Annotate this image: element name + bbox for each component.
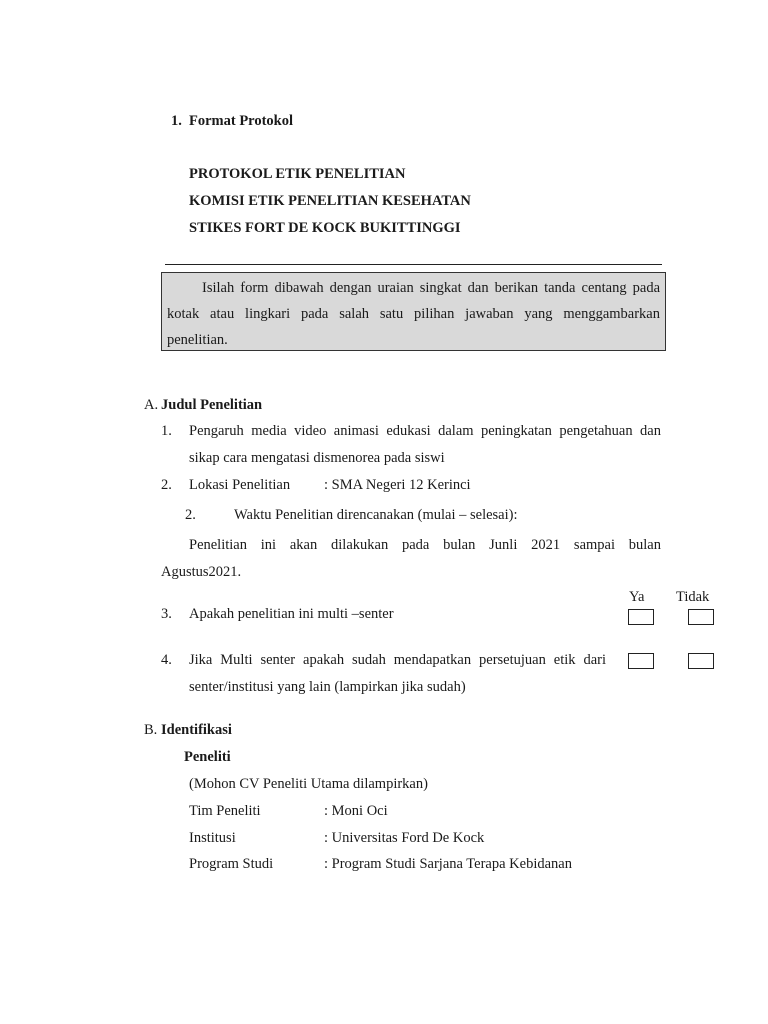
time-text-line1: Penelitian ini akan dilakukan pada bulan Junli 2021 sampai bulan: [189, 537, 661, 553]
item1-line2: sikap cara mengatasi dismenorea pada siswi: [189, 450, 445, 466]
protocol-title-line3: STIKES FORT DE KOCK BUKITTINGGI: [189, 220, 461, 236]
field-value-program: : Program Studi Sarjana Terapa Kebidanan: [324, 856, 572, 872]
instruction-line3: penelitian.: [167, 332, 228, 348]
item1-number: 1.: [161, 423, 172, 439]
time-text-line2: Agustus2021.: [161, 564, 242, 580]
section-a-title: Judul Penelitian: [161, 397, 263, 413]
protocol-title-line2: KOMISI ETIK PENELITIAN KESEHATAN: [189, 193, 471, 209]
item4-yes-checkbox[interactable]: [628, 653, 654, 669]
section-title: Format Protokol: [189, 113, 294, 129]
item3-number: 3.: [161, 606, 172, 622]
item2b-number: 2.: [185, 507, 196, 523]
instruction-box: [161, 272, 666, 351]
field-label-team: Tim Peneliti: [189, 803, 261, 819]
protocol-title-line1: PROTOKOL ETIK PENELITIAN: [189, 166, 406, 182]
section-number: 1.: [171, 113, 182, 129]
answer-header-yes: Ya: [629, 589, 645, 605]
field-label-institution: Institusi: [189, 830, 236, 846]
location-label: Lokasi Penelitian: [189, 477, 291, 493]
field-value-team: : Moni Oci: [324, 803, 388, 819]
answer-header-no: Tidak: [676, 589, 710, 605]
item3-yes-checkbox[interactable]: [628, 609, 654, 625]
time-label: Waktu Penelitian direncanakan (mulai – selesai):: [234, 507, 518, 523]
section-b-letter: B.: [144, 722, 158, 738]
field-label-program: Program Studi: [189, 856, 274, 872]
cv-note: (Mohon CV Peneliti Utama dilampirkan): [189, 776, 428, 792]
item4-number: 4.: [161, 652, 172, 668]
item3-text: Apakah penelitian ini multi –senter: [189, 606, 394, 622]
item4-no-checkbox[interactable]: [688, 653, 714, 669]
item4-line2: senter/institusi yang lain (lampirkan jika sudah): [189, 679, 466, 695]
instruction-line2: kotak atau lingkari pada salah satu pilihan jawaban yang menggambarkan: [167, 306, 660, 322]
item1-line1: Pengaruh media video animasi edukasi dalam peningkatan pengetahuan dan: [189, 423, 661, 439]
section-b-subtitle: Peneliti: [184, 749, 231, 765]
section-b-title: Identifikasi: [161, 722, 232, 738]
item4-line1: Jika Multi senter apakah sudah mendapatkan persetujuan etik dari: [189, 652, 606, 668]
instruction-line1: Isilah form dibawah dengan uraian singkat dan berikan tanda centang pada: [202, 280, 660, 296]
field-value-institution: : Universitas Ford De Kock: [324, 830, 485, 846]
title-divider: [165, 264, 662, 265]
item3-no-checkbox[interactable]: [688, 609, 714, 625]
section-a-letter: A.: [144, 397, 159, 413]
item2-number: 2.: [161, 477, 172, 493]
location-value: : SMA Negeri 12 Kerinci: [324, 477, 471, 493]
